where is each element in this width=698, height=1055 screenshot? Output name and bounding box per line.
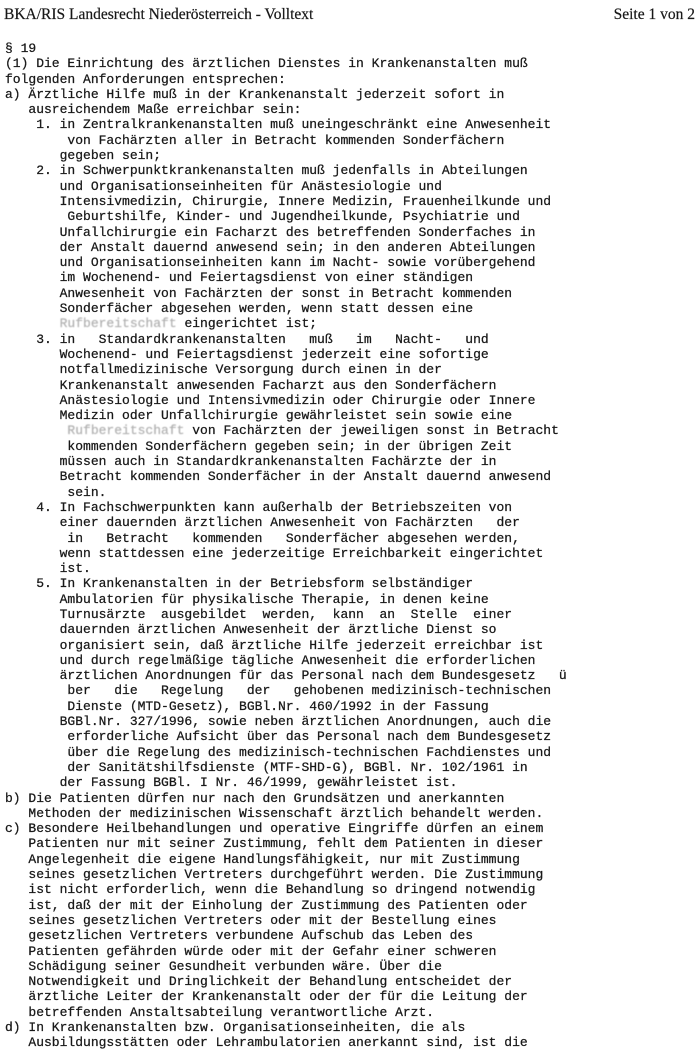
- doc-line: notfallmedizinische Versorgung durch einen in der: [5, 362, 442, 378]
- doc-line: gesetzlichen Vertreters verbundene Aufschub das Leben des: [5, 928, 474, 944]
- document-header: [4, 6, 695, 24]
- doc-line: über die Regelung des medizinisch-technischen Fachdienstes und: [5, 744, 552, 760]
- doc-line: Notwendigkeit und Dringlichkeit der Behandlung entscheidet der: [5, 974, 513, 990]
- faded-word: Rufbereitschaft: [59, 316, 177, 332]
- doc-line: wenn stattdessen eine jederzeitige Erreichbarkeit eingerichtet: [5, 545, 544, 561]
- doc-line: ist nicht erforderlich, wenn die Behandlung so dringend notwendig: [5, 882, 536, 898]
- doc-line: seines gesetzlichen Vertreters durchgeführt werden. Die Zustimmung: [5, 867, 544, 883]
- doc-line: 1. in Zentralkrankenanstalten muß uneingeschränkt eine Anwesenheit: [5, 117, 552, 133]
- doc-line: 3. in Standardkrankenanstalten muß im Nacht- und: [5, 331, 489, 347]
- doc-line: Anästesiologie und Intensivmedizin oder Chirurgie oder Innere: [5, 392, 536, 408]
- doc-line: Sonderfächer abgesehen werden, wenn statt dessen eine: [5, 301, 474, 317]
- doc-line: Methoden der medizinischen Wissenschaft ärztlich behandelt werden.: [5, 805, 544, 821]
- doc-line: Krankenanstalt anwesenden Facharzt aus den Sonderfächern: [5, 377, 497, 393]
- doc-line: ist.: [5, 561, 91, 577]
- doc-line: Betracht kommenden Sonderfächer in der Anstalt dauernd anwesend: [5, 469, 552, 485]
- doc-line: betreffenden Anstaltsabteilung verantwortliche Arzt.: [5, 1004, 435, 1020]
- doc-line: c) Besondere Heilbehandlungen und operative Eingriffe dürfen an einem: [5, 821, 544, 837]
- doc-line: a) Ärztliche Hilfe muß in der Krankenanstalt jederzeit sofort in: [5, 86, 505, 102]
- doc-line: und Organisationseinheiten kann im Nacht- sowie vorübergehend: [5, 255, 536, 271]
- doc-line: der Fassung BGBl. I Nr. 46/1999, gewährleistet ist.: [5, 775, 458, 791]
- doc-line: der Anstalt dauernd anwesend sein; in den anderen Abteilungen: [5, 239, 536, 255]
- doc-line: Schädigung seiner Gesundheit verbunden wäre. Über die: [5, 958, 442, 974]
- doc-line: ärztliche Leiter der Krankenanstalt oder der für die Leitung der: [5, 989, 528, 1005]
- doc-line: organisiert sein, daß ärztliche Hilfe jederzeit erreichbar ist: [5, 637, 544, 653]
- doc-line: Anwesenheit von Fachärzten der sonst in Betracht kommenden: [5, 285, 513, 301]
- doc-line: einer dauernden ärztlichen Anwesenheit von Fachärzten der: [5, 515, 520, 531]
- doc-line: im Wochenend- und Feiertagsdienst von einer ständigen: [5, 270, 474, 286]
- doc-line: Ausbildungsstätten oder Lehrambulatorien anerkannt sind, ist die: [5, 1035, 528, 1051]
- doc-line: ist, daß der mit der Einholung der Zustimmung des Patienten oder: [5, 897, 528, 913]
- doc-line: und Organisationseinheiten für Anästesiologie und: [5, 178, 442, 194]
- doc-line: Medizin oder Unfallchirurgie gewährleistet sein sowie eine: [5, 408, 513, 424]
- doc-line: seines gesetzlichen Vertreters oder mit der Bestellung eines: [5, 912, 497, 928]
- doc-line: b) Die Patienten dürfen nur nach den Grundsätzen und anerkannten: [5, 790, 505, 806]
- doc-line: BGBl.Nr. 327/1996, sowie neben ärztlichen Anordnungen, auch die: [5, 714, 552, 730]
- doc-line: ber die Regelung der gehobenen medizinisch-technischen: [5, 683, 552, 699]
- doc-line: der Sanitätshilfsdienste (MTF-SHD-G), BGBl. Nr. 102/1961 in: [5, 759, 528, 775]
- faded-word: Rufbereitschaft: [67, 423, 185, 439]
- doc-line: Rufbereitschaft von Fachärzten der jeweiligen sonst in Betracht: [67, 423, 559, 439]
- doc-line: 4. In Fachschwerpunkten kann außerhalb der Betriebszeiten von: [5, 499, 513, 515]
- doc-line: Patienten nur mit seiner Zustimmung, fehlt dem Patienten in dieser: [5, 836, 544, 852]
- doc-line: und durch regelmäßige tägliche Anwesenheit die erforderlichen: [5, 652, 536, 668]
- doc-line: ärztlichen Anordnungen für das Personal nach dem Bundesgesetz ü: [5, 668, 567, 684]
- doc-line: Geburtshilfe, Kinder- und Jugendheilkunde, Psychiatrie und: [5, 209, 520, 225]
- header-title: BKA/RIS Landesrecht Niederösterreich - Volltext: [4, 6, 314, 23]
- header-page-indicator: Seite 1 von 2: [613, 6, 695, 23]
- doc-line: Turnusärzte ausgebildet werden, kann an Stelle einer: [5, 606, 513, 622]
- doc-line: erforderliche Aufsicht über das Personal nach dem Bundesgesetz: [5, 729, 552, 745]
- doc-line: ausreichendem Maße erreichbar sein:: [5, 102, 302, 118]
- doc-line: müssen auch in Standardkrankenanstalten Fachärzte der in: [5, 454, 497, 470]
- doc-line: folgenden Anforderungen entsprechen:: [5, 71, 286, 87]
- doc-line: Angelegenheit die eigene Handlungsfähigkeit, nur mit Zustimmung: [5, 851, 520, 867]
- doc-line: Wochenend- und Feiertagsdienst jederzeit eine sofortige: [5, 346, 489, 362]
- doc-line: 2. in Schwerpunktkrankenanstalten muß jedenfalls in Abteilungen: [5, 163, 528, 179]
- doc-line: Ambulatorien für physikalische Therapie, in denen keine: [5, 591, 489, 607]
- document-body: [5, 41, 567, 1051]
- doc-line: Dienste (MTD-Gesetz), BGBl.Nr. 460/1992 in der Fassung: [5, 698, 489, 714]
- doc-line: dauernden ärztlichen Anwesenheit der ärztliche Dienst so: [5, 622, 497, 638]
- doc-line: (1) Die Einrichtung des ärztlichen Dienstes in Krankenanstalten muß: [5, 56, 528, 72]
- doc-line: gegeben sein;: [5, 148, 162, 164]
- doc-line: 5. In Krankenanstalten in der Betriebsform selbständiger: [5, 576, 474, 592]
- doc-line: in Betracht kommenden Sonderfächer abgesehen werden,: [5, 530, 520, 546]
- doc-line: Patienten gefährden würde oder mit der Gefahr einer schweren: [5, 943, 497, 959]
- doc-line: von Fachärzten aller in Betracht kommenden Sonderfächern: [5, 132, 505, 148]
- doc-line: Rufbereitschaft eingerichtet ist;: [59, 316, 318, 332]
- doc-line: Unfallchirurgie ein Facharzt des betreffenden Sonderfaches in: [5, 224, 536, 240]
- doc-line: kommenden Sonderfächern gegeben sein; in der übrigen Zeit: [5, 438, 513, 454]
- doc-line: d) In Krankenanstalten bzw. Organisationseinheiten, die als: [5, 1020, 466, 1035]
- doc-line: § 19: [5, 41, 37, 56]
- doc-line: sein.: [5, 484, 107, 500]
- doc-line: Intensivmedizin, Chirurgie, Innere Medizin, Frauenheilkunde und: [5, 193, 552, 209]
